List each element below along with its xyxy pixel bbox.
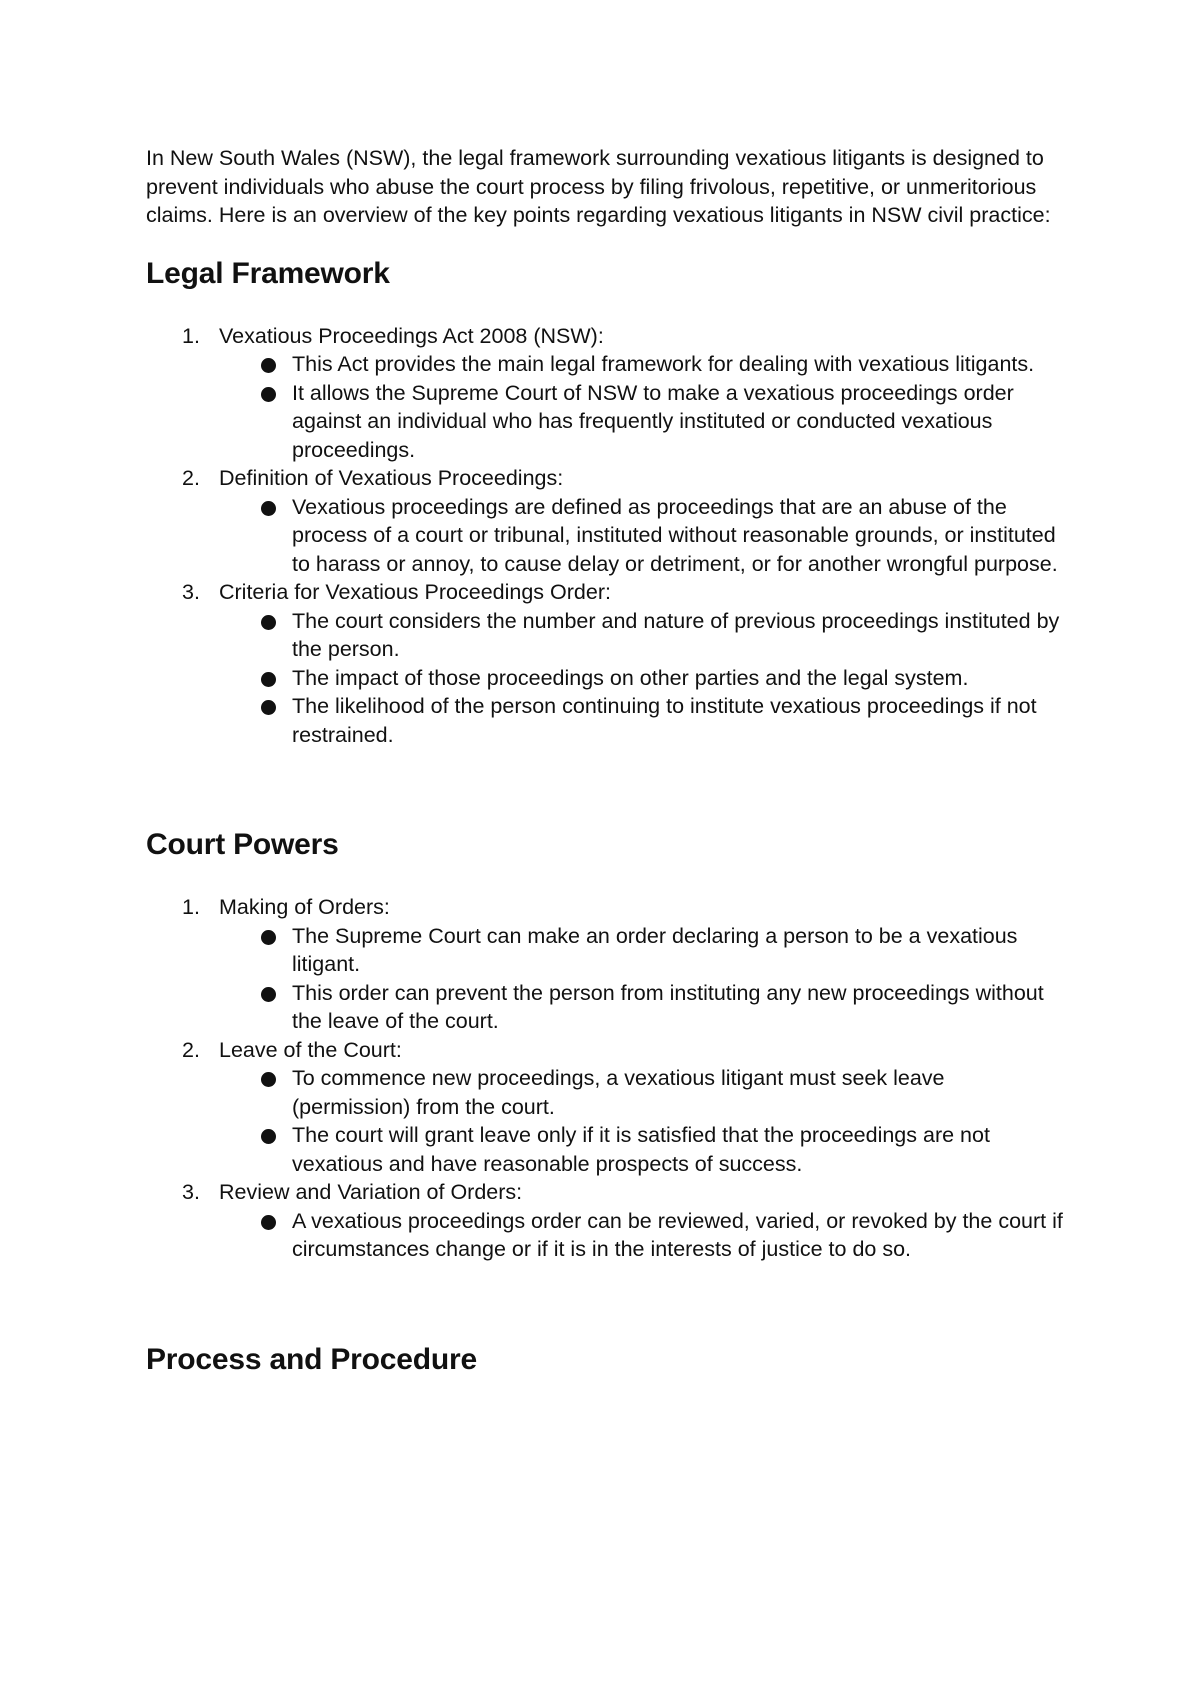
bullet-icon — [261, 358, 276, 373]
bullet-list — [219, 607, 1066, 750]
bullet-text: The court will grant leave only if it is satisfied that the proceedings are not vexatious and have reasonable prospects of success. — [292, 1123, 990, 1176]
bullet-icon — [261, 615, 276, 630]
bullet-text: The court considers the number and nature of previous proceedings instituted by the person. — [292, 608, 1060, 661]
item-number: 3. — [182, 1180, 200, 1204]
court-powers-list — [146, 893, 1066, 1264]
bullet-text: Vexatious proceedings are defined as proceedings that are an abuse of the process of a court or tribunal, instituted without reasonable grounds, or instituted to harass or annoy, to cause delay or detriment, or for another wrongful purpose. — [292, 494, 1058, 576]
bullet-item — [219, 493, 1066, 579]
bullet-icon — [261, 672, 276, 687]
bullet-list — [219, 1064, 1066, 1178]
bullet-icon — [261, 930, 276, 945]
item-number: 1. — [182, 323, 200, 348]
list-item — [146, 322, 1066, 465]
item-number: 3. — [182, 580, 200, 604]
bullet-icon — [261, 1129, 276, 1144]
list-item — [146, 464, 1066, 578]
bullet-text: A vexatious proceedings order can be reviewed, varied, or revoked by the court if circumstances change or if it is in the interests of justice to do so. — [292, 1208, 1063, 1261]
bullet-list — [219, 1207, 1066, 1264]
bullet-item — [219, 350, 1066, 379]
item-label: Leave of the Court: — [219, 1037, 402, 1062]
bullet-text: The likelihood of the person continuing to institute vexatious proceedings if not restrained. — [292, 694, 1037, 747]
list-item — [146, 1178, 1066, 1264]
item-label: Definition of Vexatious Proceedings: — [219, 466, 564, 490]
item-number: 2. — [182, 1037, 200, 1062]
bullet-text: To commence new proceedings, a vexatious litigant must seek leave (permission) from the court. — [292, 1066, 945, 1119]
item-label: Vexatious Proceedings Act 2008 (NSW): — [219, 323, 604, 348]
bullet-item — [219, 664, 1066, 693]
legal-framework-list — [146, 322, 1066, 750]
bullet-item — [219, 1064, 1066, 1121]
list-item — [146, 578, 1066, 749]
bullet-icon — [261, 1215, 276, 1230]
bullet-text: The Supreme Court can make an order declaring a person to be a vexatious litigant. — [292, 923, 1018, 976]
bullet-text: The impact of those proceedings on other parties and the legal system. — [292, 665, 969, 690]
item-number: 1. — [182, 895, 200, 919]
section-title-court-powers: Court Powers — [146, 828, 339, 861]
document-content — [146, 144, 1066, 1380]
bullet-item — [219, 379, 1066, 465]
bullet-text: It allows the Supreme Court of NSW to make a vexatious proceedings order against an individual who has frequently instituted or conducted vexatious proceedings. — [292, 380, 1014, 462]
item-label: Review and Variation of Orders: — [219, 1180, 523, 1204]
intro-paragraph: In New South Wales (NSW), the legal framework surrounding vexatious litigants is designed to prevent individuals who abuse the court process by filing frivolous, repetitive, or unmeritorious claims. Here is an overview of the key points regarding vexatious litigants in NSW civil practice: — [146, 146, 1051, 227]
bullet-list — [219, 350, 1066, 464]
item-label: Criteria for Vexatious Proceedings Order: — [219, 580, 611, 604]
section-title-legal-framework: Legal Framework — [146, 256, 390, 290]
bullet-item — [219, 1207, 1066, 1264]
list-item — [146, 1036, 1066, 1179]
bullet-list — [219, 493, 1066, 579]
bullet-icon — [261, 387, 276, 402]
bullet-icon — [261, 1072, 276, 1087]
item-label: Making of Orders: — [219, 895, 390, 919]
bullet-item — [219, 922, 1066, 979]
bullet-text: This order can prevent the person from instituting any new proceedings without the leave of the court. — [292, 980, 1044, 1033]
bullet-list — [219, 922, 1066, 1036]
section-title-process-and-procedure: Process and Procedure — [146, 1342, 477, 1376]
bullet-icon — [261, 987, 276, 1002]
list-item — [146, 893, 1066, 1036]
bullet-text: This Act provides the main legal framework for dealing with vexatious litigants. — [292, 352, 1035, 376]
bullet-item — [219, 607, 1066, 664]
bullet-item — [219, 692, 1066, 749]
bullet-icon — [261, 501, 276, 516]
bullet-icon — [261, 700, 276, 715]
bullet-item — [219, 1121, 1066, 1178]
bullet-item — [219, 979, 1066, 1036]
item-number: 2. — [182, 466, 200, 490]
